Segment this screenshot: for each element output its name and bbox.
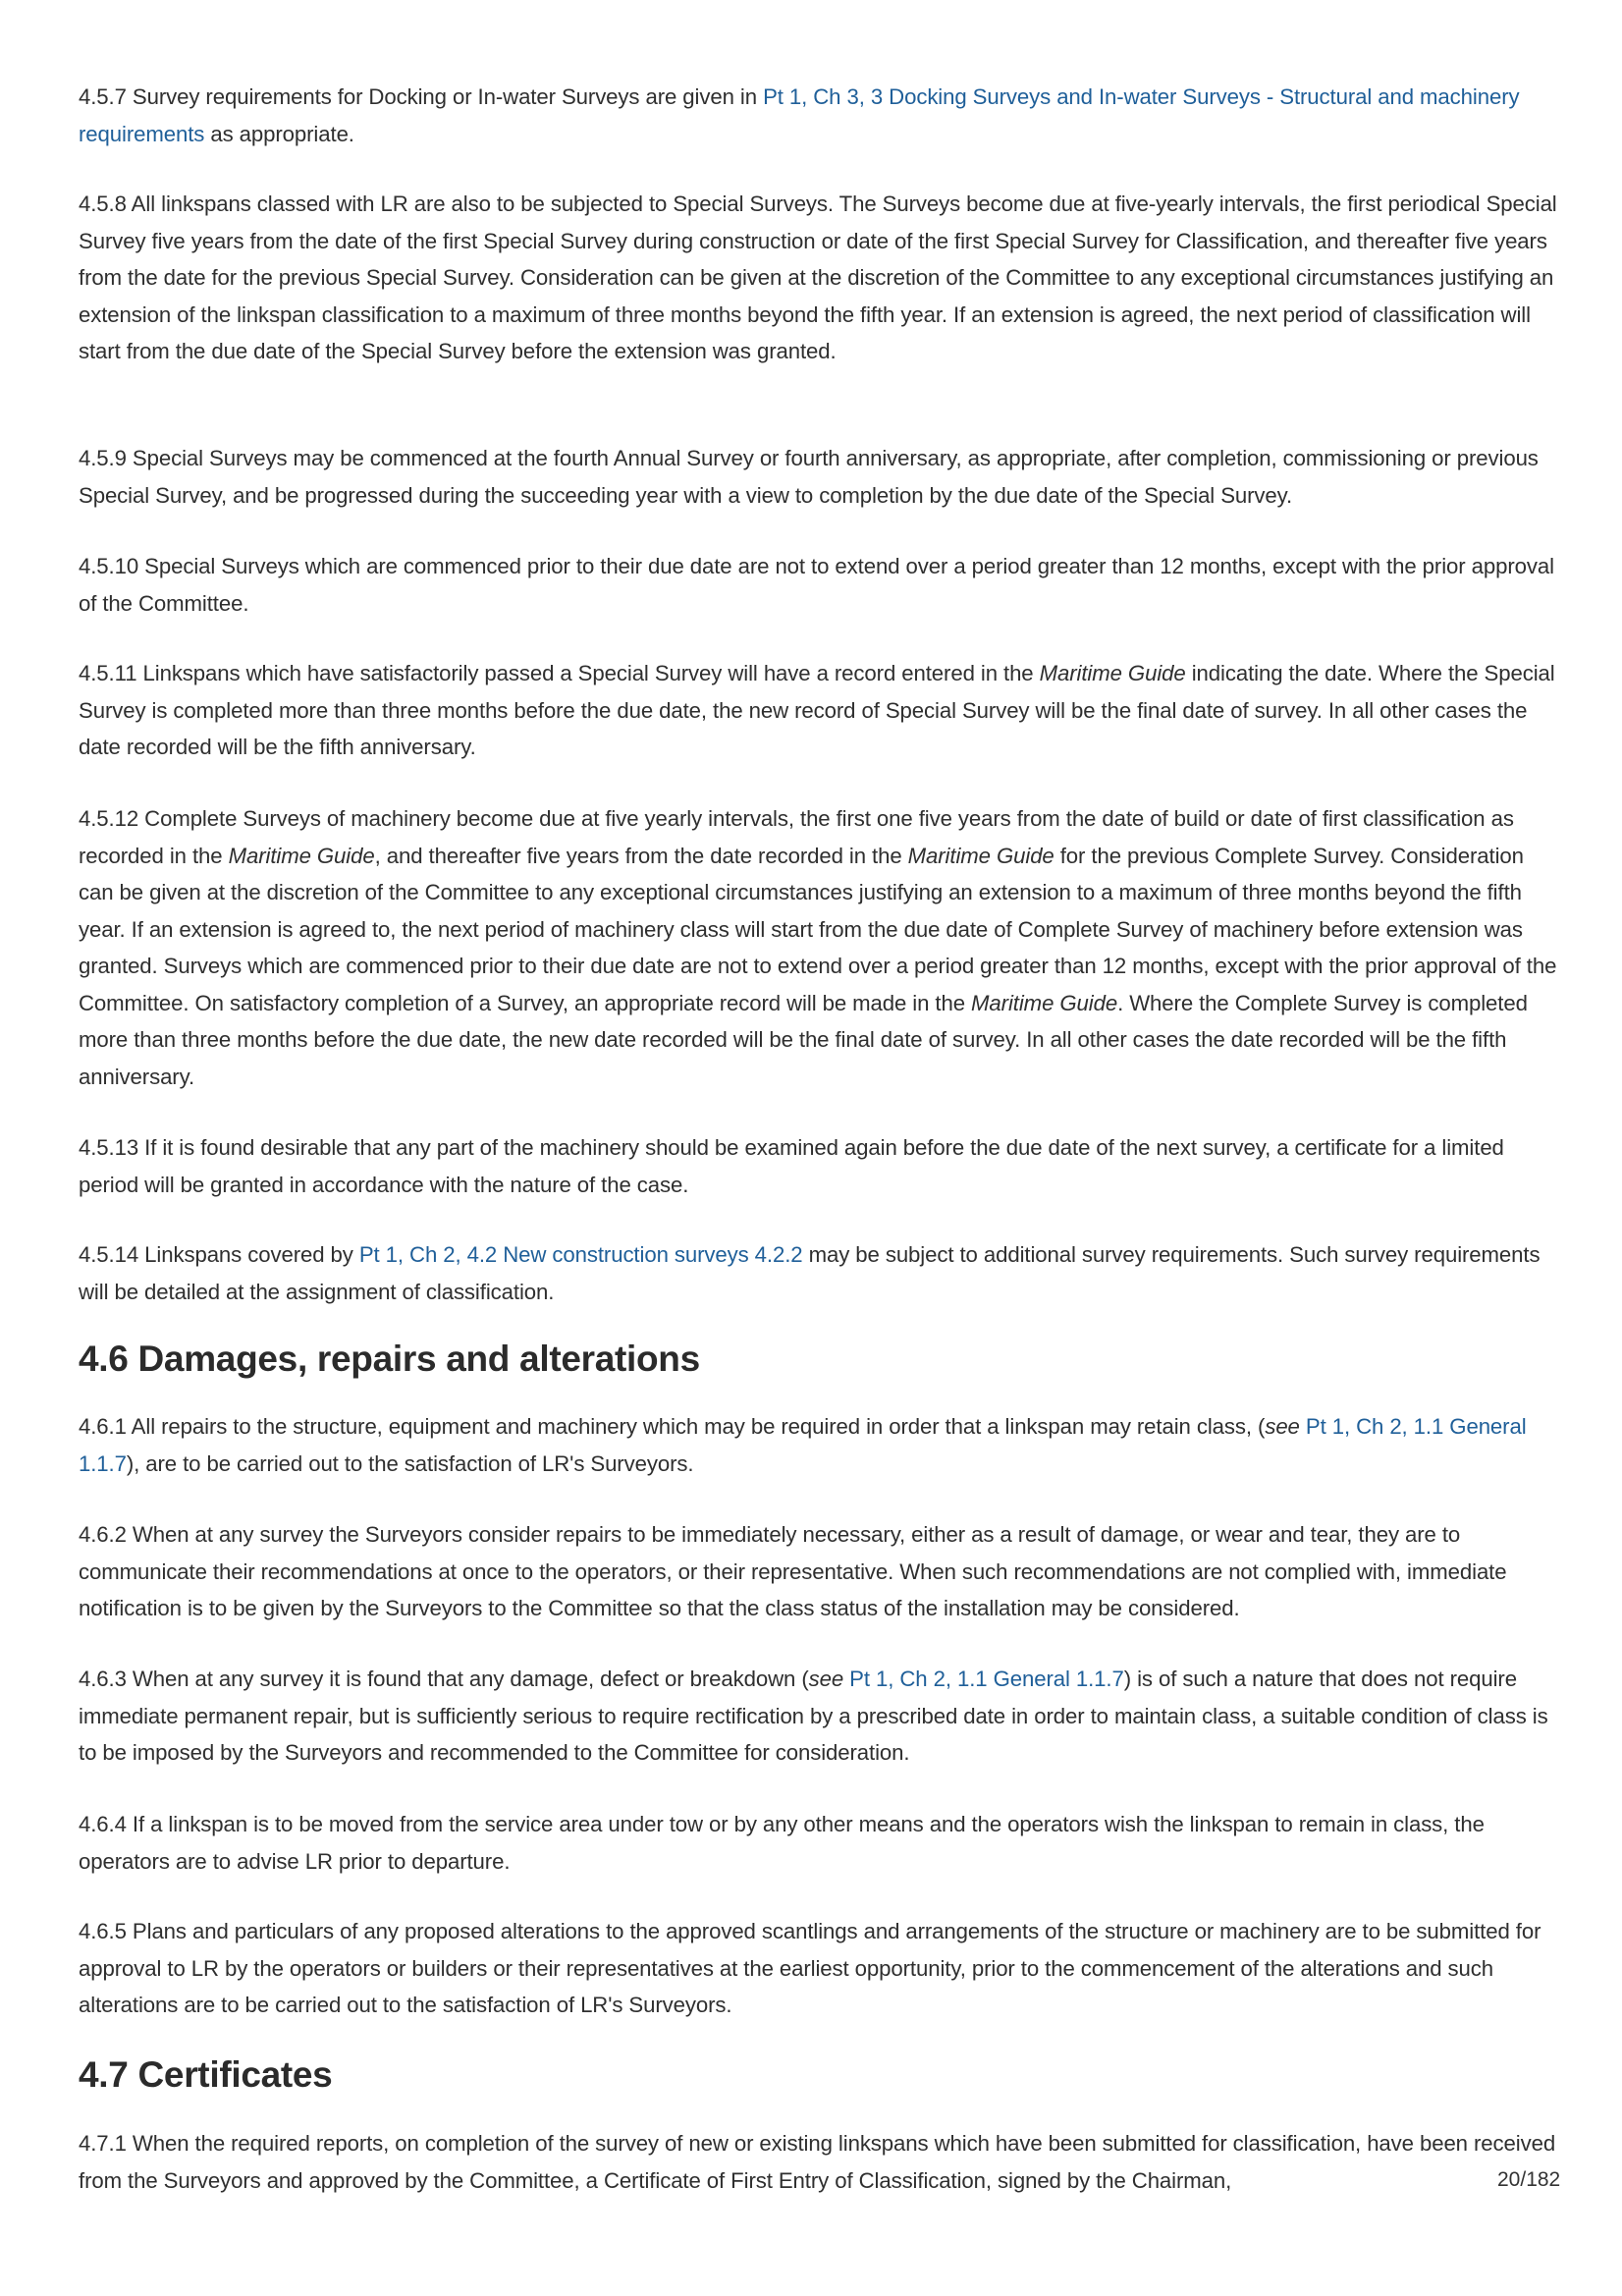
paragraph-text: . Where the Complete Survey is completed more than three months before the due date, the new date recorded will be the final date of survey. In all other cases the date recorded will be the fifth anniversary. [79,990,1528,1089]
paragraph-text: 4.5.10 Special Surveys which are commenced prior to their due date are not to extend over a period greater than 12 months, except with the prior approval of the Committee. [79,554,1554,616]
page-number: 20/182 [1497,2168,1561,2191]
paragraph-text: for the previous Complete Survey. Consideration can be given at the discretion of the Committee to any exceptional circumstances justifying an extension to a maximum of three months beyond the fifth year. If an extension is agreed to, the next period of machinery class will start from the due date of Complete Survey of machinery before extension was granted. Surveys which are commenced prior to their due date are not to extend over a period greater than 12 months, except with the prior approval of the Committee. On satisfactory completion of a Survey, an appropriate record will be made in the [79,843,1557,1015]
paragraph-text: may be subject to additional survey requirements. Such survey requirements will be detailed at the assignment of classification. [79,1242,1541,1304]
paragraph-text: 4.5.13 If it is found desirable that any part of the machinery should be examined again before the due date of the next survey, a certificate for a limited period will be granted in accordance with the nature of the case. [79,1135,1504,1197]
paragraph-4-5-10 [79,548,1563,622]
paragraph-text: ), are to be carried out to the satisfaction of LR's Surveyors. [126,1450,694,1476]
maritime-guide-emphasis: Maritime Guide [907,843,1054,868]
paragraph-text: 4.6.5 Plans and particulars of any proposed alterations to the approved scantlings and arrangements of the structure or machinery are to be submitted for approval to LR by the operators or builders or their representatives at the earliest opportunity, prior to the commencement of the alterations and such alterations are to be carried out to the satisfaction of LR's Surveyors. [79,1919,1541,2017]
section-heading: 4.7 Certificates [79,2054,333,2095]
paragraph-text: as appropriate. [204,121,354,146]
section-heading-4-6 [79,1338,1563,1381]
paragraph-text: 4.5.14 Linkspans covered by [79,1242,359,1267]
paragraph-text: 4.5.11 Linkspans which have satisfactorily passed a Special Survey will have a record entered in the [79,661,1040,685]
paragraph-4-5-11 [79,655,1563,766]
paragraph-4-5-13 [79,1129,1563,1203]
paragraph-text: indicating the date. Where the Special Survey is completed more than three months before the due date, the new record of Special Survey will be the final date of survey. In all other cases the date recorded will be the fifth anniversary. [79,661,1555,759]
paragraph-4-6-2 [79,1516,1563,1627]
link-general-1-1-7[interactable]: Pt 1, Ch 2, 1.1 General 1.1.7 [79,1414,1527,1476]
paragraph-4-5-8 [79,186,1563,370]
paragraph-text: 4.6.1 All repairs to the structure, equipment and machinery which may be required in order that a linkspan may retain class, ( [79,1414,1266,1439]
maritime-guide-emphasis: Maritime Guide [971,990,1118,1015]
paragraph-4-6-4 [79,1806,1563,1880]
maritime-guide-emphasis: Maritime Guide [228,843,375,868]
paragraph-4-6-3 [79,1661,1563,1772]
paragraph-4-6-1 [79,1408,1563,1482]
paragraph-4-5-14 [79,1236,1563,1310]
link-general-1-1-7[interactable]: Pt 1, Ch 2, 1.1 General 1.1.7 [849,1667,1124,1691]
paragraph-4-5-9 [79,440,1563,514]
paragraph-4-5-7 [79,79,1563,152]
maritime-guide-emphasis: Maritime Guide [1039,661,1186,685]
see-emphasis: see [1265,1414,1300,1439]
paragraph-text: 4.6.2 When at any survey the Surveyors consider repairs to be immediately necessary, either as a result of damage, or wear and tear, they are to communicate their recommendations at once to the operators, or their representative. When such recommendations are not complied with, immediate notification is to be given by the Surveyors to the Committee so that the class status of the installation may be considered. [79,1522,1507,1620]
paragraph-text: , and thereafter five years from the date recorded in the [374,843,908,868]
paragraph-4-7-1 [79,2125,1563,2199]
see-emphasis: see [808,1667,844,1691]
paragraph-text: 4.6.3 When at any survey it is found that any damage, defect or breakdown ( [79,1667,809,1691]
paragraph-4-6-5 [79,1913,1563,2024]
link-docking-surveys[interactable]: Pt 1, Ch 3, 3 Docking Surveys and In-water Surveys - Structural and machinery requirements [79,84,1520,146]
paragraph-4-5-12 [79,800,1563,1095]
paragraph-text: 4.7.1 When the required reports, on completion of the survey of new or existing linkspans which have been submitted for classification, have been received from the Surveyors and approved by the Committee, a Certificate of First Entry of Classification, signed by the Chairman, [79,2131,1556,2193]
paragraph-text: 4.5.12 Complete Surveys of machinery become due at five yearly intervals, the first one five years from the date of build or date of first classification as recorded in the [79,806,1514,868]
section-heading-4-7 [79,2053,1563,2097]
link-new-construction-surveys[interactable]: Pt 1, Ch 2, 4.2 New construction surveys 4.2.2 [358,1242,803,1267]
paragraph-text: 4.5.7 Survey requirements for Docking or In-water Surveys are given in [79,84,764,109]
section-heading: 4.6 Damages, repairs and alterations [79,1339,700,1379]
paragraph-text: 4.5.9 Special Surveys may be commenced at the fourth Annual Survey or fourth anniversary, as appropriate, after completion, commissioning or previous Special Survey, and be progressed during the succeeding year with a view to completion by the due date of the Special Survey. [79,446,1539,508]
paragraph-text: 4.6.4 If a linkspan is to be moved from the service area under tow or by any other means and the operators wish the linkspan to remain in class, the operators are to advise LR prior to departure. [79,1812,1485,1874]
paragraph-text: 4.5.8 All linkspans classed with LR are also to be subjected to Special Surveys. The Surveys become due at five-yearly intervals, the first periodical Special Survey five years from the date of the first Special Survey during construction or date of the first Special Survey for Classification, and thereafter five years from the date for the previous Special Survey. Consideration can be given at the discretion of the Committee to any exceptional circumstances justifying an extension of the linkspan classification to a maximum of three months beyond the fifth year. If an extension is agreed, the next period of classification will start from the due date of the Special Survey before the extension was granted. [79,191,1557,363]
paragraph-text: ) is of such a nature that does not require immediate permanent repair, but is sufficiently serious to require rectification by a prescribed date in order to maintain class, a suitable condition of class is to be imposed by the Surveyors and recommended to the Committee for consideration. [79,1667,1548,1765]
